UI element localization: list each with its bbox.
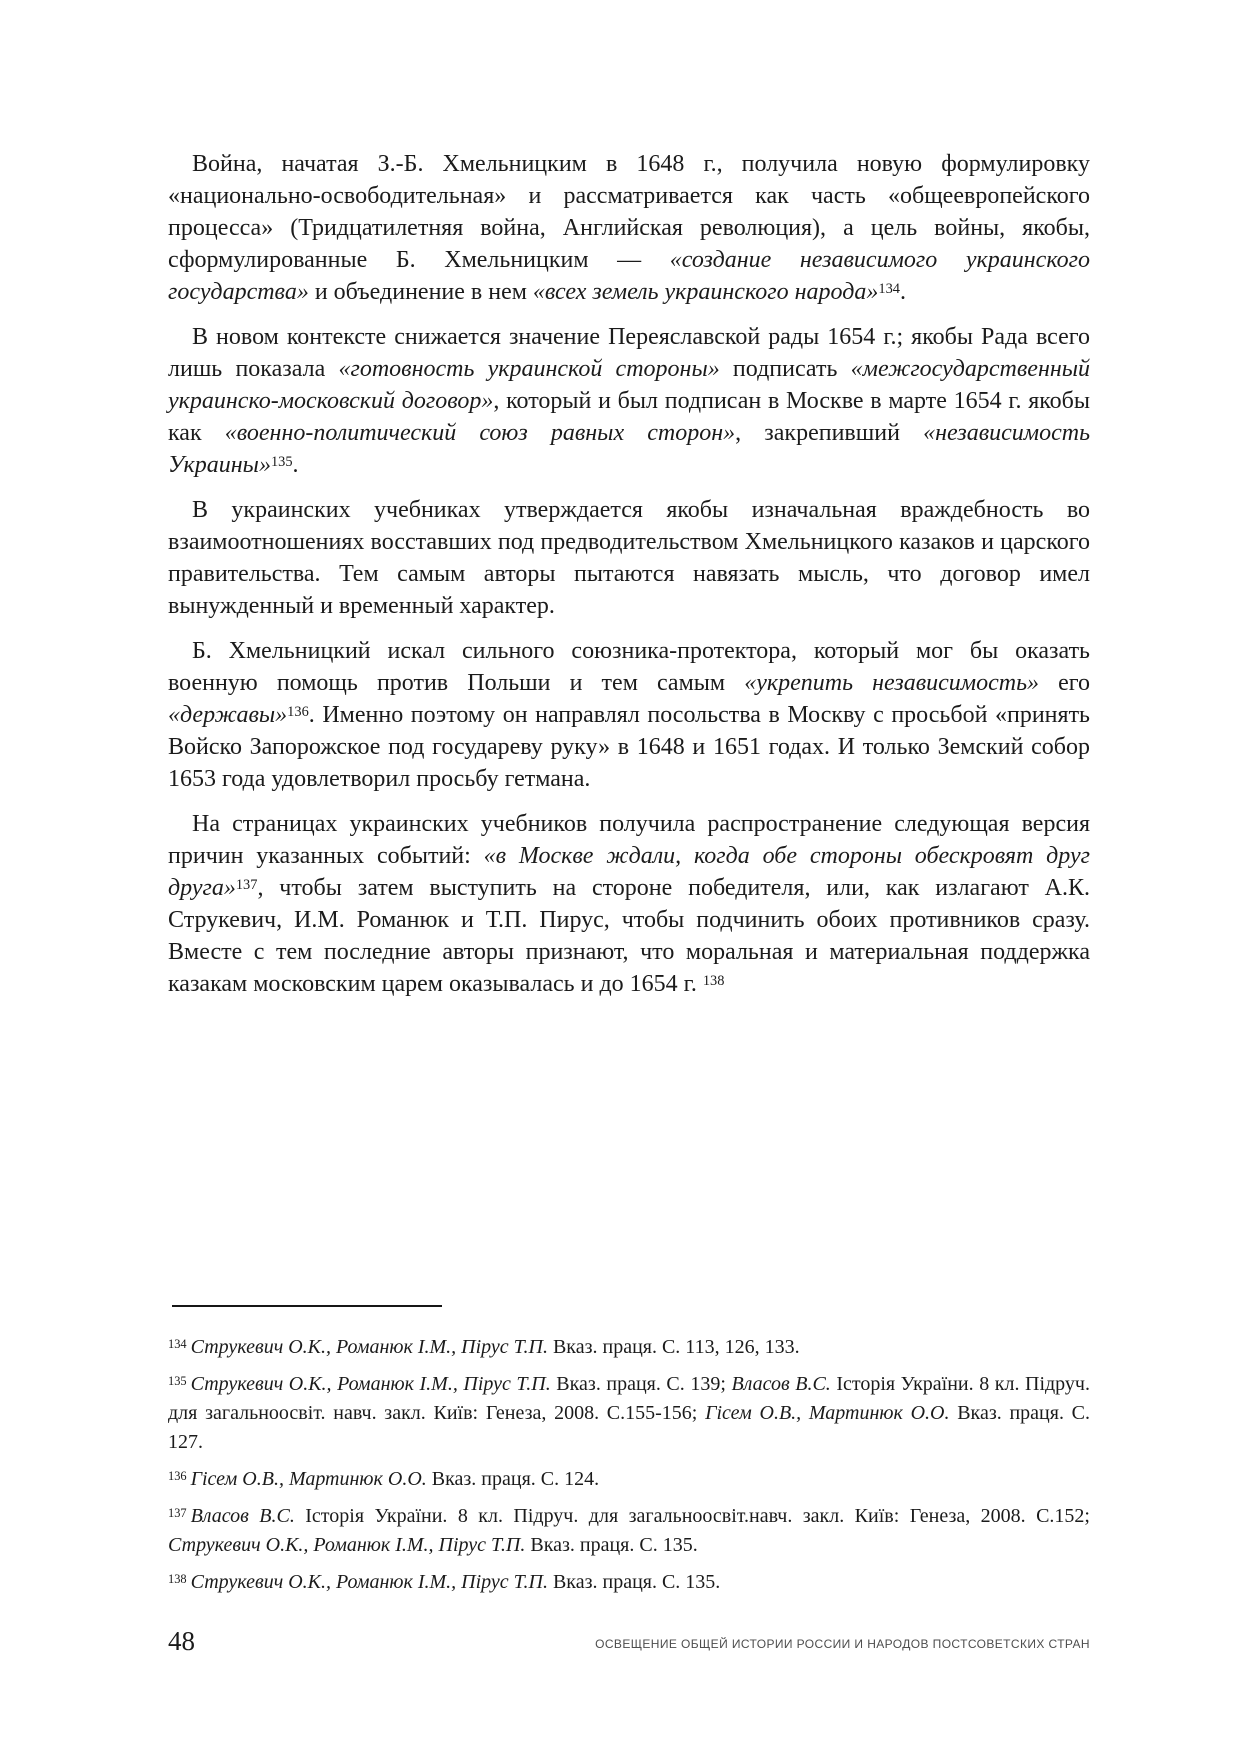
text-run: «межгосударственный украинско-московский договор» — [168, 356, 1091, 414]
footnote-text — [168, 1373, 1090, 1453]
body-paragraph — [168, 494, 1090, 622]
footnote-ref: 138 — [702, 972, 725, 989]
body-paragraph — [168, 148, 1090, 308]
text-run: Власов В.С. — [190, 1505, 295, 1527]
running-title: ОСВЕЩЕНИЕ ОБЩЕЙ ИСТОРИИ РОССИИ И НАРОДОВ ПОСТСОВЕТСКИХ СТРАН — [595, 1637, 1090, 1651]
text-run: Вказ. праця. С. 135. — [525, 1534, 698, 1556]
text-run: «военно-политический союз равных сторон» — [224, 420, 736, 446]
text-run: Струкевич О.К., Романюк І.М., Пірус Т.П. — [190, 1571, 548, 1593]
text-run: подписать — [719, 356, 851, 382]
text-run: Гісем О.В., Мартинюк О.О. — [190, 1468, 427, 1490]
text-run: «державы» — [168, 702, 288, 728]
footnote-section — [168, 1305, 1090, 1605]
text-run: , закрепивший — [735, 420, 924, 446]
text-run: Власов В.С. — [731, 1373, 831, 1395]
text-run: Вказ. праця. С. 113, 126, 133. — [547, 1336, 800, 1358]
text-run: «готовность украинской стороны» — [338, 356, 720, 382]
text-run: «в Москве ждали, когда обе стороны обескровят друг друга» — [168, 843, 1091, 901]
text-run: На страницах украинских учебников получила распространение следующая версия причин указанных событий: — [168, 811, 1090, 869]
body-text-block — [168, 148, 1090, 1013]
footnote-marker: 138 — [168, 1572, 187, 1587]
body-paragraph — [168, 635, 1090, 795]
text-run: В украинских учебниках утверждается якобы изначальная враждебность во взаимоотношениях восставших под предводительством Хмельницкого казаков и царского правительства. Тем самым авторы пытаются навязать мысль, что договор имел вынужденный и временный характер. — [168, 497, 1090, 619]
text-run: Б. Хмельницкий искал сильного союзника-протектора, который мог бы оказать военную помощь против Польши и тем самым — [168, 638, 1090, 696]
footnote — [168, 1370, 1090, 1457]
text-run: , который и был подписан в Москве в марте 1654 г. якобы как — [168, 388, 1091, 446]
text-run: . — [292, 452, 299, 478]
text-run: Гісем О.В., Мартинюк О.О. — [705, 1402, 950, 1424]
text-run: «создание независимого украинского государства» — [168, 247, 1090, 305]
footnote-text — [168, 1505, 1090, 1556]
text-run: Вказ. праця. С. 139; — [550, 1373, 732, 1395]
text-run: и объединение в нем — [308, 279, 533, 305]
page-number: 48 — [168, 1626, 195, 1656]
footnote — [168, 1502, 1090, 1560]
text-run: В новом контексте снижается значение Переяславской рады 1654 г.; якобы Рада всего лишь показала — [168, 324, 1090, 382]
text-run: Струкевич О.К., Романюк І.М., Пірус Т.П. — [168, 1534, 526, 1556]
footnote-ref: 134 — [878, 280, 900, 297]
footnote — [168, 1568, 1090, 1597]
footnote-ref: 136 — [287, 703, 309, 720]
footnote-text — [191, 1468, 600, 1490]
page-footer — [168, 1626, 1090, 1657]
body-paragraph — [168, 808, 1090, 1000]
text-run: Історія України. 8 кл. Підруч. для загальноосвіт.навч. закл. Київ: Генеза, 2008. С.152; — [294, 1505, 1090, 1527]
text-run: «независимость Украины» — [168, 420, 1090, 478]
text-run: . — [899, 279, 906, 305]
text-run: его — [1039, 670, 1091, 696]
footnote — [168, 1333, 1090, 1362]
text-run: Історія України. 8 кл. Підруч. для загальноосвіт. навч. закл. Київ: Генеза, 2008. С.155-156; — [168, 1373, 1090, 1424]
text-run: Вказ. праця. С. 135. — [547, 1571, 721, 1593]
text-run: Вказ. праця. С. 127. — [168, 1402, 1091, 1453]
text-run: Война, начатая З.-Б. Хмельницким в 1648 г., получила новую формулировку «национально-освободительная» и рассматривается как часть «общеевропейского процесса» (Тридцатилетняя война, Английская революция), а цель войны, якобы, сформулированные Б. Хмельницким — — [168, 151, 1090, 273]
text-run: , чтобы затем выступить на стороне победителя, или, как излагают А.К. Струкевич, И.М. Романюк и Т.П. Пирус, чтобы подчинить обоих противников сразу. Вместе с тем последние авторы признают, что моральная и материальная поддержка казакам московским царем оказывалась и до 1654 г. — [168, 875, 1090, 997]
footnote-ref: 135 — [270, 453, 293, 470]
footnote-marker: 137 — [168, 1506, 187, 1521]
footnote-text — [191, 1336, 800, 1358]
text-run: «укрепить независимость» — [744, 670, 1039, 696]
footnote-marker: 134 — [168, 1337, 187, 1352]
footnote-marker: 136 — [168, 1469, 187, 1484]
footnote-separator — [172, 1305, 442, 1307]
text-run: Струкевич О.К., Романюк І.М., Пірус Т.П. — [190, 1373, 551, 1395]
footnote-text — [191, 1571, 721, 1593]
text-run: Струкевич О.К., Романюк І.М., Пірус Т.П. — [190, 1336, 548, 1358]
text-run: «всех земель украинского народа» — [532, 279, 879, 305]
footnote — [168, 1465, 1090, 1494]
text-run: Вказ. праця. С. 124. — [426, 1468, 600, 1490]
footnote-ref: 137 — [235, 876, 258, 893]
footnote-marker: 135 — [168, 1374, 187, 1389]
text-run: . Именно поэтому он направлял посольства в Москву с просьбой «принять Войско Запорожское под государеву руку» в 1648 и 1651 годах. И только Земский собор 1653 года удовлетворил просьбу гетмана. — [168, 702, 1090, 792]
body-paragraph — [168, 321, 1090, 481]
